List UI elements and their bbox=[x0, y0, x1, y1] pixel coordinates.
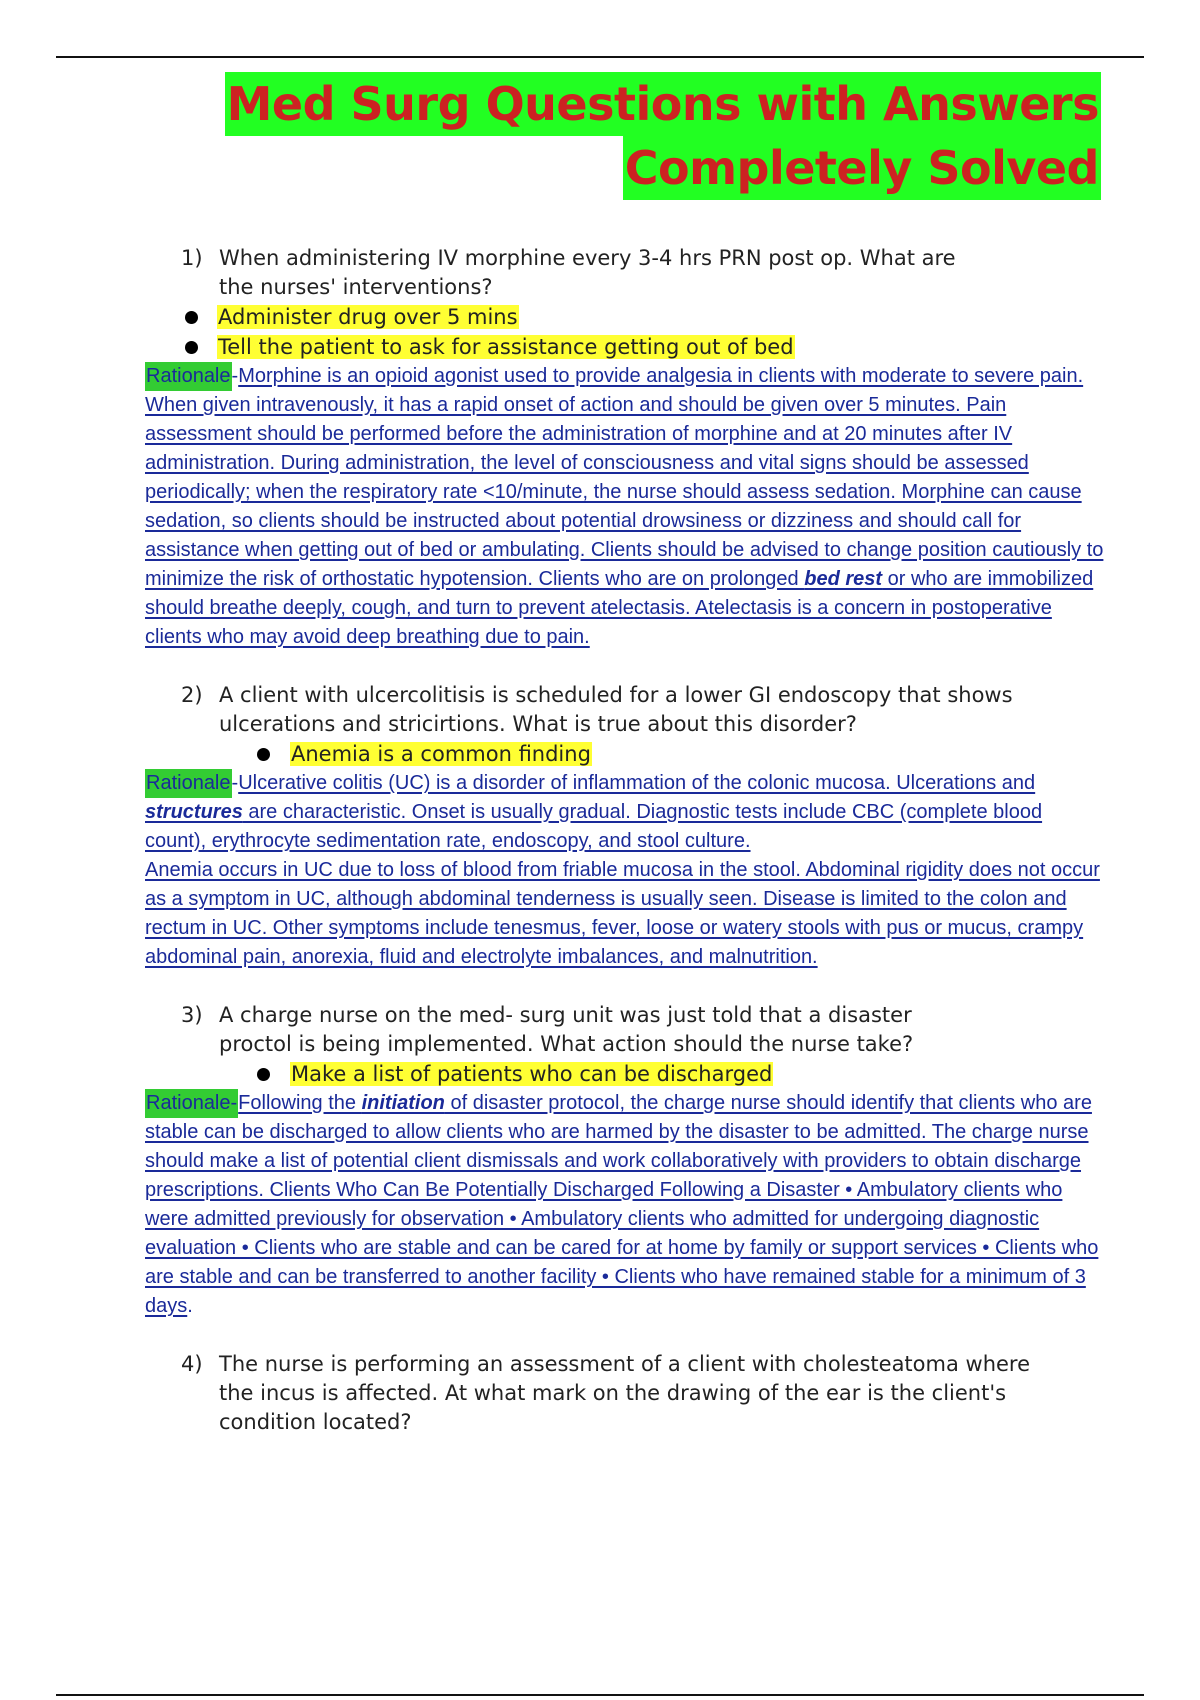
question-text-line: the nurses' interventions? bbox=[219, 275, 493, 299]
question-text-line: A client with ulcercolitisis is scheduled for a lower GI endoscopy that shows bbox=[219, 683, 1013, 707]
question-number: 4) bbox=[181, 1352, 203, 1376]
question-text-line: ulcerations and stricirtions. What is true about this disorder? bbox=[219, 712, 857, 736]
answer-bullet bbox=[145, 332, 1105, 362]
rationale-text: Morphine is an opioid agonist used to provide analgesia in clients with moderate to severe pain. When given intravenously, it has a rapid onset of action and should be given over 5 minutes. Pain assessment should be performed before the administration of morphine and at 20 minutes after IV administration. During administration, the level of consciousness and vital signs should be assessed periodically; when the respiratory rate <10/minute, the nurse should assess sedation. Morphine can cause sedation, so clients should be instructed about potential drowsiness or dizziness and should call for assistance when getting out of bed or ambulating. Clients should be advised to change position cautiously to minimize the risk of orthostatic hypotension. Clients who are on prolonged bbox=[145, 365, 1104, 590]
bullet-dot-icon bbox=[257, 1068, 270, 1081]
rationale-2-continued bbox=[145, 856, 1105, 972]
rationale-text: Ulcerative colitis (UC) is a disorder of inflammation of the colonic mucosa. Ulcerations and bbox=[238, 772, 1036, 794]
rationale-text: are characteristic. Onset is usually gradual. Diagnostic tests include CBC (complete blood count), erythrocyte sedimentation rate, endoscopy, and stool culture. bbox=[145, 801, 1043, 852]
question-4 bbox=[145, 1350, 1105, 1437]
answer-text: Tell the patient to ask for assistance getting out of bed bbox=[218, 335, 794, 359]
rationale-3 bbox=[145, 1089, 1105, 1321]
rationale-text: Anemia occurs in UC due to loss of blood from friable mucosa in the stool. Abdominal rigidity does not occur as a symptom in UC, although abdominal tenderness is usually seen. Disease is limited to the colon and rectum in UC. Other symptoms include tenesmus, fever, loose or watery stools with pus or mucus, crampy abdominal pain, anorexia, fluid and electrolyte imbalances, and malnutrition. bbox=[145, 859, 1100, 968]
rationale-emphasis: initiation bbox=[361, 1092, 445, 1114]
bottom-rule bbox=[56, 1694, 1144, 1696]
top-rule bbox=[56, 56, 1144, 58]
bullet-dot-icon bbox=[185, 311, 198, 324]
question-text-line: the incus is affected. At what mark on the drawing of the ear is the client's bbox=[219, 1381, 1007, 1405]
document-title bbox=[225, 72, 1101, 200]
rationale-period: . bbox=[187, 1295, 193, 1317]
answer-bullet bbox=[145, 302, 1105, 332]
bullet-dot-icon bbox=[257, 748, 270, 761]
rationale-emphasis: structures bbox=[145, 801, 243, 823]
rationale-dash: - bbox=[231, 365, 239, 387]
rationale-text: of disaster protocol, the charge nurse should identify that clients who are stable can be discharged to allow clients who are harmed by the disaster to be admitted. The charge nurse should make a list of potential client dismissals and work collaboratively with providers to obtain discharge prescriptions. Clients Who Can Be Potentially Discharged Following a Disaster • Ambulatory clients who were admitted previously for observation • Ambulatory clients who admitted for undergoing diagnostic evaluation • Clients who are stable and can be cared for at home by family or support services • Clients who are stable and can be transferred to another facility • Clients who have remained stable for a minimum of 3 days bbox=[145, 1092, 1099, 1317]
document-body bbox=[145, 244, 1105, 1437]
rationale-label: Rationale bbox=[145, 362, 232, 391]
rationale-text: or who are immobilized should breathe deeply, cough, and turn to prevent atelectasis. Atelectasis is a concern in postoperative clients who may avoid deep breathing due to pain. bbox=[145, 568, 1094, 648]
question-number: 3) bbox=[181, 1003, 203, 1027]
answer-text: Make a list of patients who can be discharged bbox=[291, 1062, 773, 1086]
question-2 bbox=[145, 681, 1105, 739]
rationale-dash: - bbox=[231, 772, 239, 794]
title-line-1: Med Surg Questions with Answers bbox=[225, 72, 1101, 136]
rationale-1 bbox=[145, 362, 1105, 652]
rationale-2 bbox=[145, 769, 1105, 856]
question-3 bbox=[145, 1001, 1105, 1059]
question-text-line: condition located? bbox=[219, 1410, 412, 1434]
rationale-label: Rationale- bbox=[145, 1089, 238, 1118]
bullet-dot-icon bbox=[185, 341, 198, 354]
rationale-emphasis: bed rest bbox=[804, 568, 883, 590]
question-number: 2) bbox=[181, 683, 203, 707]
question-1 bbox=[145, 244, 1105, 302]
question-text-line: A charge nurse on the med- surg unit was just told that a disaster bbox=[219, 1003, 912, 1027]
question-text-line: The nurse is performing an assessment of a client with cholesteatoma where bbox=[219, 1352, 1031, 1376]
title-line-2: Completely Solved bbox=[623, 136, 1101, 200]
rationale-label: Rationale bbox=[145, 769, 232, 798]
answer-bullet bbox=[145, 739, 1105, 769]
question-text-line: proctol is being implemented. What action should the nurse take? bbox=[219, 1032, 914, 1056]
answer-text: Anemia is a common finding bbox=[291, 742, 591, 766]
question-number: 1) bbox=[181, 246, 203, 270]
answer-bullet bbox=[145, 1059, 1105, 1089]
answer-text: Administer drug over 5 mins bbox=[218, 305, 518, 329]
question-text-line: When administering IV morphine every 3-4 hrs PRN post op. What are bbox=[219, 246, 956, 270]
rationale-text: Following the bbox=[238, 1092, 362, 1114]
